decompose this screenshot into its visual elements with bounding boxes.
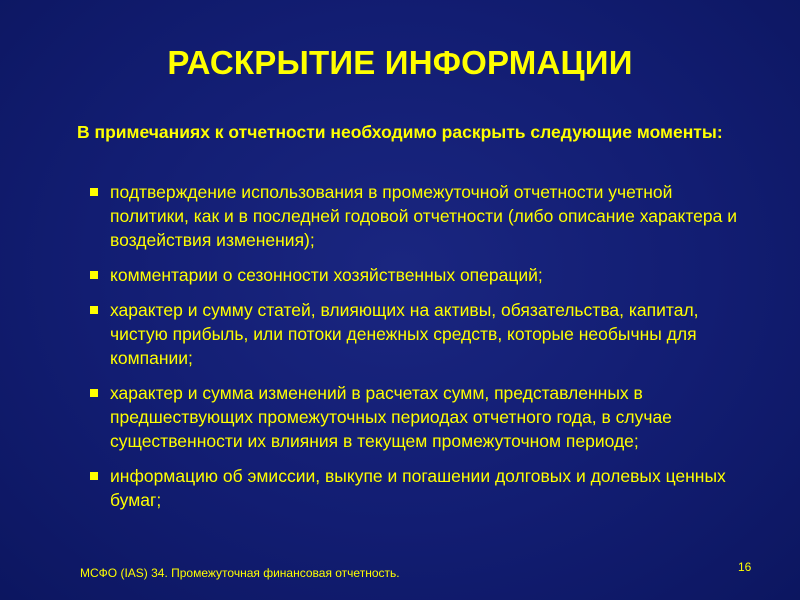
slide-title: РАСКРЫТИЕ ИНФОРМАЦИИ [167,44,633,81]
list-item [90,381,740,453]
list-item [90,180,740,252]
square-bullet-icon [90,306,98,314]
bullet-list [90,180,740,523]
bullet-text: подтверждение использования в промежуточной отчетности учетной политики, как и в последней годовой отчетности (либо описание характера и воздействия изменения); [110,182,738,250]
square-bullet-icon [90,271,98,279]
square-bullet-icon [90,389,98,397]
intro-text: В примечаниях к отчетности необходимо раскрыть следующие моменты: [77,122,723,142]
footer-text: МСФО (IAS) 34. Промежуточная финансовая отчетность. [80,566,400,580]
square-bullet-icon [90,472,98,480]
list-item [90,263,740,287]
bullet-text: характер и сумма изменений в расчетах сумм, представленных в предшествующих промежуточных периодах отчетного года, в случае существенности их влияния в текущем промежуточном периоде; [110,383,672,451]
square-bullet-icon [90,188,98,196]
bullet-text: характер и сумму статей, влияющих на активы, обязательства, капитал, чистую прибыль, или потоки денежных средств, которые необычны для компании; [110,300,699,368]
list-item [90,298,740,370]
list-item [90,464,740,512]
bullet-text: комментарии о сезонности хозяйственных операций; [110,265,543,285]
bullet-text: информацию об эмиссии, выкупе и погашении долговых и долевых ценных бумаг; [110,466,726,510]
page-number: 16 [738,560,752,574]
